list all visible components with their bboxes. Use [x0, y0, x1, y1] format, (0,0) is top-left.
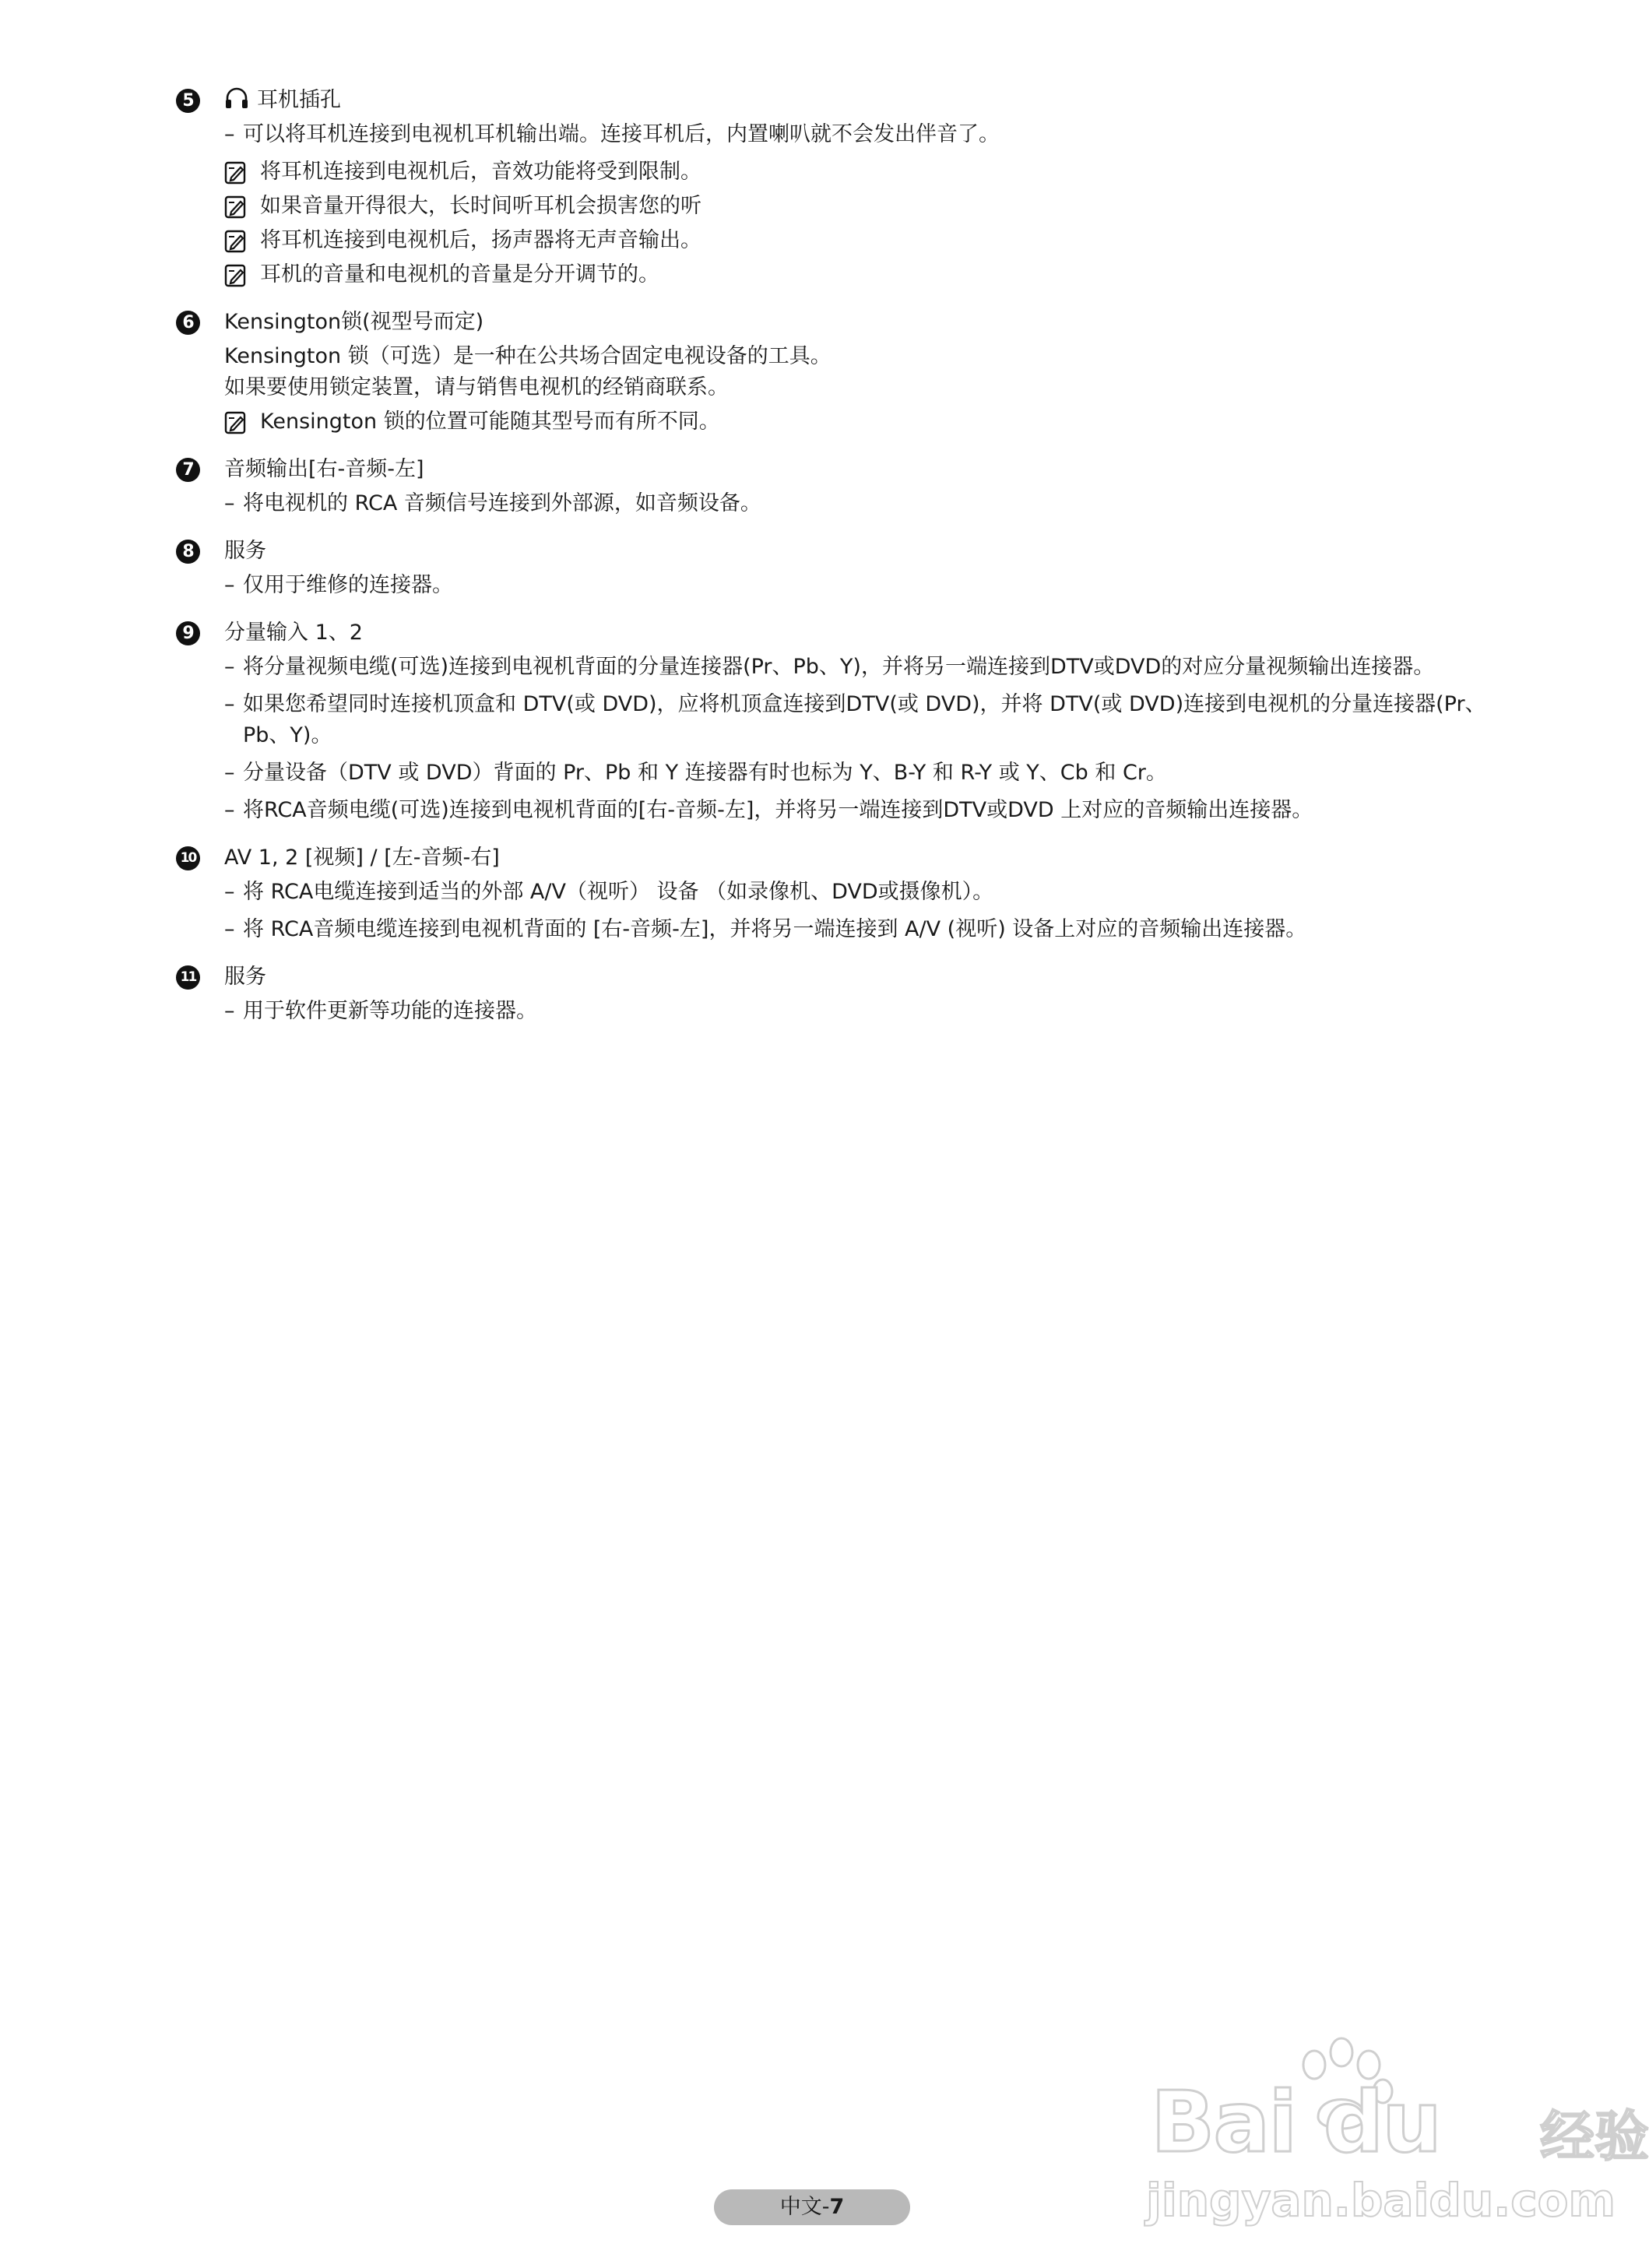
dash-item: – 将分量视频电缆(可选)连接到电视机背面的分量连接器(Pr、Pb、Y)，并将另一端连接到DTV或DVD的对应分量视频输出连接器。 — [224, 652, 1531, 683]
section-number: 9 — [176, 621, 200, 645]
baidu-watermark — [1104, 2035, 1649, 2230]
headphone-icon — [224, 86, 249, 110]
section-service-2 — [176, 958, 1531, 1027]
section-title: 耳机插孔 — [224, 81, 1531, 119]
note-icon — [224, 264, 248, 287]
section-headphone-jack — [176, 81, 1531, 290]
dash-item: – 如果您希望同时连接机顶盒和 DTV(或 DVD)，应将机顶盒连接到DTV(或 DVD)，并将 DTV(或 DVD)连接到电视机的分量连接器(Pr、Pb、Y)。 — [224, 689, 1531, 751]
note-item: 将耳机连接到电视机后，音效功能将受到限制。 — [224, 156, 1531, 188]
note-icon — [224, 411, 248, 434]
dash-item: – 仅用于维修的连接器。 — [224, 570, 1531, 601]
section-number: 8 — [176, 540, 200, 564]
body-line: 如果要使用锁定装置，请与销售电视机的经销商联系。 — [224, 375, 729, 399]
watermark-brand-cn: 经验 — [1540, 2104, 1649, 2168]
manual-content — [176, 81, 1531, 1039]
section-number: 6 — [176, 311, 200, 335]
note-item: 耳机的音量和电视机的音量是分开调节的。 — [224, 259, 1531, 290]
section-component-in — [176, 614, 1531, 826]
footer-language: 中文- — [779, 2195, 830, 2219]
section-title: AV 1, 2 [视频] / [左-音频-右] — [224, 846, 500, 870]
dash-item: – 用于软件更新等功能的连接器。 — [224, 996, 1531, 1027]
note-icon — [224, 195, 248, 219]
note-item: 将耳机连接到电视机后，扬声器将无声音输出。 — [224, 225, 1531, 256]
note-icon — [224, 161, 248, 185]
section-title: 服务 — [224, 965, 266, 989]
section-service-1 — [176, 532, 1531, 601]
dash-item: – 将RCA音频电缆(可选)连接到电视机背面的[右-音频-左]，并将另一端连接到DTV或DVD 上对应的音频输出连接器。 — [224, 795, 1531, 826]
section-number: 10 — [176, 846, 200, 870]
section-kensington-lock — [176, 303, 1531, 438]
note-item: 如果音量开得很大，长时间听耳机会损害您的听 — [224, 191, 1531, 222]
dash-item: – 将 RCA音频电缆连接到电视机背面的 [右-音频-左]，并将另一端连接到 A/V (视听) 设备上对应的音频输出连接器。 — [224, 914, 1531, 945]
section-title: Kensington锁(视型号而定) — [224, 310, 484, 334]
section-title: 分量输入 1、2 — [224, 621, 363, 645]
section-number: 7 — [176, 458, 200, 482]
note-item: Kensington 锁的位置可能随其型号而有所不同。 — [224, 406, 1531, 438]
section-av-in — [176, 839, 1531, 945]
section-title: 服务 — [224, 539, 266, 563]
note-icon — [224, 230, 248, 253]
section-audio-out — [176, 450, 1531, 519]
watermark-url: jingyan.baidu.com — [1146, 2174, 1616, 2227]
dash-item: – 分量设备（DTV 或 DVD）背面的 Pr、Pb 和 Y 连接器有时也标为 Y、B-Y 和 R-Y 或 Y、Cb 和 Cr。 — [224, 758, 1531, 789]
dash-item: – 可以将耳机连接到电视机耳机输出端。连接耳机后，内置喇叭就不会发出伴音了。 — [224, 119, 1531, 150]
section-title: 音频输出[右-音频-左] — [224, 457, 424, 481]
section-number: 11 — [176, 965, 200, 990]
page-number-badge — [714, 2189, 910, 2225]
dash-item: – 将 RCA电缆连接到适当的外部 A/V（视听） 设备 （如录像机、DVD或摄像机）。 — [224, 877, 1531, 908]
page-number: 7 — [829, 2195, 845, 2219]
section-number: 5 — [176, 89, 200, 113]
dash-item: – 将电视机的 RCA 音频信号连接到外部源，如音频设备。 — [224, 488, 1531, 519]
body-line: Kensington 锁（可选）是一种在公共场合固定电视设备的工具。 — [224, 344, 832, 368]
watermark-brand: Bai du — [1151, 2074, 1441, 2171]
